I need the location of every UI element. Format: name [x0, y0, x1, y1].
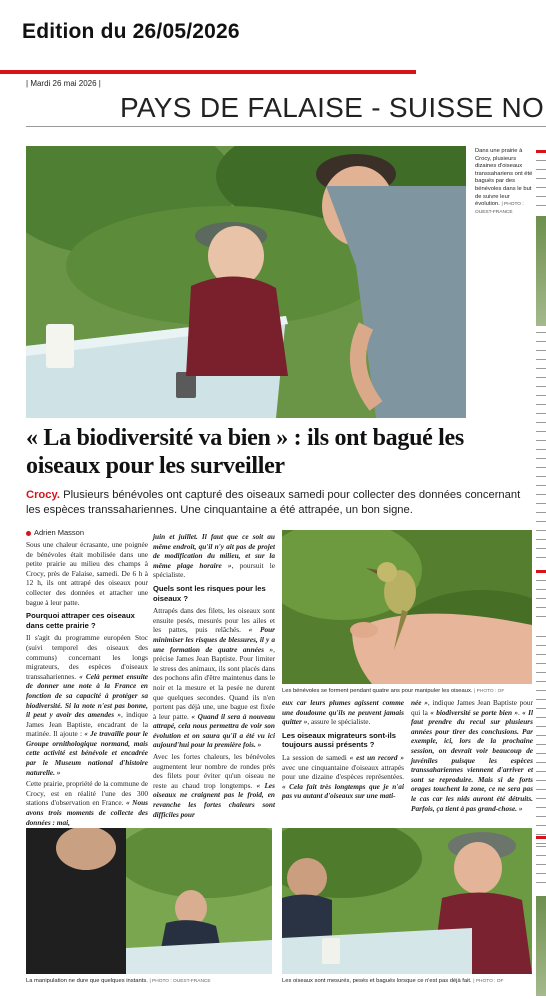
bottom-right-photo-illustration [282, 828, 532, 974]
bird-photo-credit: | PHOTO : OF [474, 689, 505, 694]
lead-text: Plusieurs bénévoles ont capturé des oiseaux samedi pour collecter des données concernant les espèces transsahariennes. Une cinquantaine a été attrapée, un bon signe. [26, 489, 521, 516]
adjacent-text-1 [536, 160, 546, 210]
col1-p2-text-b: , indique James Jean Baptiste, encadrant de la matinée. Il ajoute : [26, 710, 148, 739]
col1-p3-text: Cette prairie, propriété de la commune de Crocy, est en réalité l'une des 300 stations d'observation en France. [26, 779, 148, 808]
adjacent-photo-2 [536, 896, 546, 996]
col2-paragraph-3 [153, 752, 275, 819]
bottom-right-caption [282, 978, 532, 984]
main-photo-credit-text: PHOTO : OUEST-FRANCE [475, 202, 524, 215]
col1-paragraph-3 [26, 779, 148, 827]
col3-p2-quote-2: « Cela fait très longtemps que je n'ai pas vu autant d'oiseaux sur une mati- [282, 781, 404, 801]
col4-p1-text: , indique James Jean Baptiste pour qui la [411, 698, 533, 717]
date-text: Mardi 26 mai 2026 [30, 79, 97, 88]
section-rule [26, 126, 546, 127]
photo-volunteers-handling [26, 828, 272, 974]
section-title: PAYS DE FALAISE - SUISSE NO [120, 92, 545, 123]
adjacent-photo-1 [536, 216, 546, 326]
bird-photo-illustration [282, 530, 532, 684]
lead-place: Crocy. [26, 489, 60, 501]
col3-p2-quote: « est un record » [349, 752, 404, 762]
col1-subheading-1: Pourquoi attraper ces oiseaux dans cette prairie ? [26, 611, 135, 630]
col2-p2-text-a: Attrapés dans des filets, les oiseaux sont ensuite pesés, mesurés pour les ailes et les pattes, puis relâchés. [153, 606, 275, 635]
bottom-right-credit-text: PHOTO : OF [475, 979, 504, 984]
col4-p1-quote: née » [411, 698, 428, 707]
col2-paragraph-2 [153, 606, 275, 750]
adjacent-text-4 [536, 636, 546, 846]
photo-bird-in-hand [282, 530, 532, 684]
header-red-rule [0, 70, 416, 74]
col2-p2-text-b: , précise James Jean Baptiste. Pour limiter le stress des animaux, ils sont placés dans des pochons afin d'être maintenus dans le noir et la mesure et la pesée ne durent que quelques secondes. Quand ils n'en portent pas déjà une, une bague est fixée à leur patte. [153, 644, 275, 721]
author-byline [26, 528, 84, 537]
col1-p2-text-a: Il s'agit du programme européen Stoc (suivi temporel des oiseaux des communs) concernant les longs migrateurs, des espèces d'oiseaux transsahariennes. [26, 633, 148, 681]
col4-p1-quote-2: « biodiversité se porte bien » [430, 707, 519, 717]
adjacent-red-marker-1 [536, 150, 546, 153]
col2-subheading-1: Quels sont les risques pour les oiseaux ? [153, 583, 266, 603]
col2-p3-quote: « Les oiseaux ne craignent pas le froid, en revanche les fortes chaleurs sont difficiles pour [153, 780, 276, 819]
col2-p2-quote: « Pour minimiser les risques de blessures, il y a une formation de quatre années » [153, 625, 275, 654]
bottom-left-caption [26, 978, 272, 984]
photo-birds-measured [282, 828, 532, 974]
col4-paragraph-1 [411, 698, 533, 813]
byline-dot [26, 531, 31, 536]
col1-paragraph-1: Sous une chaleur écrasante, une poignée de bénévoles était mobilisée dans une petite prairie au milieu des champs à Crocy, près de Falaise, samedi. De 6 h à 12 h, ils ont attrapé des oiseaux pour collecter des données et attacher une bague à leur patte. [26, 540, 148, 607]
bottom-right-caption-text: Les oiseaux sont mesurés, pesés et bagués lorsque ce n'est pas déjà fait. [282, 978, 472, 984]
main-photo-illustration [26, 146, 466, 418]
col3-p1-text: , assure le spécialiste. [307, 717, 371, 727]
bird-photo-credit-text: PHOTO : OF [476, 689, 505, 694]
article-column-4 [411, 698, 533, 815]
col3-subheading-1: Les oiseaux migrateurs sont-ils toujours aussi présents ? [282, 730, 396, 750]
col2-p2-quote-2: « Quand il sera à nouveau attrapé, cela nous permettra de voir son évolution et on saura qu'il a été vu ici aujourd'hui pour la première fois. » [153, 711, 276, 750]
bottom-left-caption-text: La manipulation ne dure que quelques instants. [26, 978, 148, 984]
col1-paragraph-2 [26, 633, 148, 777]
bottom-left-credit-text: PHOTO : OUEST-FRANCE [152, 979, 211, 984]
bottom-left-credit: | PHOTO : OUEST-FRANCE [149, 979, 211, 984]
article-headline: « La biodiversité va bien » : ils ont bagué les oiseaux pour les surveiller [26, 425, 464, 479]
col3-p2-text-b: avec une cinquantaine d'oiseaux attrapés pour une dizaine d'espèces représentées. [282, 762, 404, 782]
adjacent-red-marker-3 [536, 836, 546, 839]
adjacent-red-marker-2 [536, 570, 546, 573]
bottom-right-credit: | PHOTO : OF [473, 979, 504, 984]
edition-title: Edition du 26/05/2026 [22, 20, 240, 43]
col2-p1-quote: juin et juillet. Il faut que ce soit au même endroit, qu'il n'y ait pas de projet de modification du milieu, et sur la même plage horaire » [153, 532, 275, 570]
main-photo-caption-text: Dans une prairie à Crocy, plusieurs dizaines d'oiseaux transsahariens ont été bagués par des bénévoles dans le but de suivre leur évolution. [475, 148, 533, 208]
bottom-left-photo-illustration [26, 828, 272, 974]
bird-photo-caption [282, 688, 532, 694]
bird-photo-caption-text: Les bénévoles se forment pendant quatre ans pour manipuler les oiseaux. [282, 688, 473, 694]
col1-p2-quote: « Celà permet ensuite de donner une note à la France en fonction de sa capacité à protéger sa biodiversité. Si la note n'est pas bonne, il peut y avoir des amendes » [26, 671, 148, 720]
adjacent-text-2 [536, 332, 546, 562]
col4-p1-text-c: . [518, 707, 523, 717]
col2-p3-text: Avec les fortes chaleurs, les bénévoles augmentent leur nombre de rondes près des filets pour éviter qu'un oiseau ne reste au chaud trop longtemps. [153, 752, 275, 790]
col3-p1-quote: eux car leurs plumes agissent comme une doudoune qu'ils ne peuvent jamais quitter » [282, 698, 404, 727]
article-lead [26, 488, 526, 518]
article-column-2 [153, 532, 275, 821]
main-photo-banding-birds [26, 146, 466, 418]
adjacent-text-3 [536, 580, 546, 620]
col4-p1-quote-3: « Il faut prendre du recul sur plusieurs années pour tirer des conclusions. Par exemple, ici, lors de la prochaine session, on devrait voir beaucoup de juvéniles puisque les espèces transsahariennes viennent d'arriver et sont se reproduire. Mais si de forts orages touchent la zone, ce ne sera pas le cas car les nids auront été détruits. Parfois, ça tient à pas grand-chose. » [411, 707, 533, 813]
main-photo-credit: | PHOTO : OUEST-FRANCE [475, 202, 524, 215]
col3-p2-text-a: La session de samedi [282, 752, 350, 762]
col2-paragraph-1 [153, 532, 275, 580]
article-column-1 [26, 540, 148, 829]
date-line: | Mardi 26 mai 2026 | [26, 79, 101, 88]
col2-p1-text: , poursuit le spécialiste. [153, 560, 275, 580]
author-name: Adrien Masson [34, 528, 85, 537]
adjacent-article-strip [536, 146, 546, 1000]
col3-paragraph-2 [282, 753, 404, 801]
article-column-3 [282, 698, 404, 803]
col1-p3-quote: « Nous avons trois moments de collecte des données : mai, [26, 798, 148, 827]
adjacent-text-5 [536, 846, 546, 886]
col1-p2-quote-2: « Je travaille pour le Groupe ornithologique normand, mais cette activité est bénévole et encadrée par le Museum national d'histoire naturelle. » [26, 729, 148, 777]
col3-paragraph-1 [282, 698, 404, 727]
main-photo-caption [475, 148, 535, 216]
